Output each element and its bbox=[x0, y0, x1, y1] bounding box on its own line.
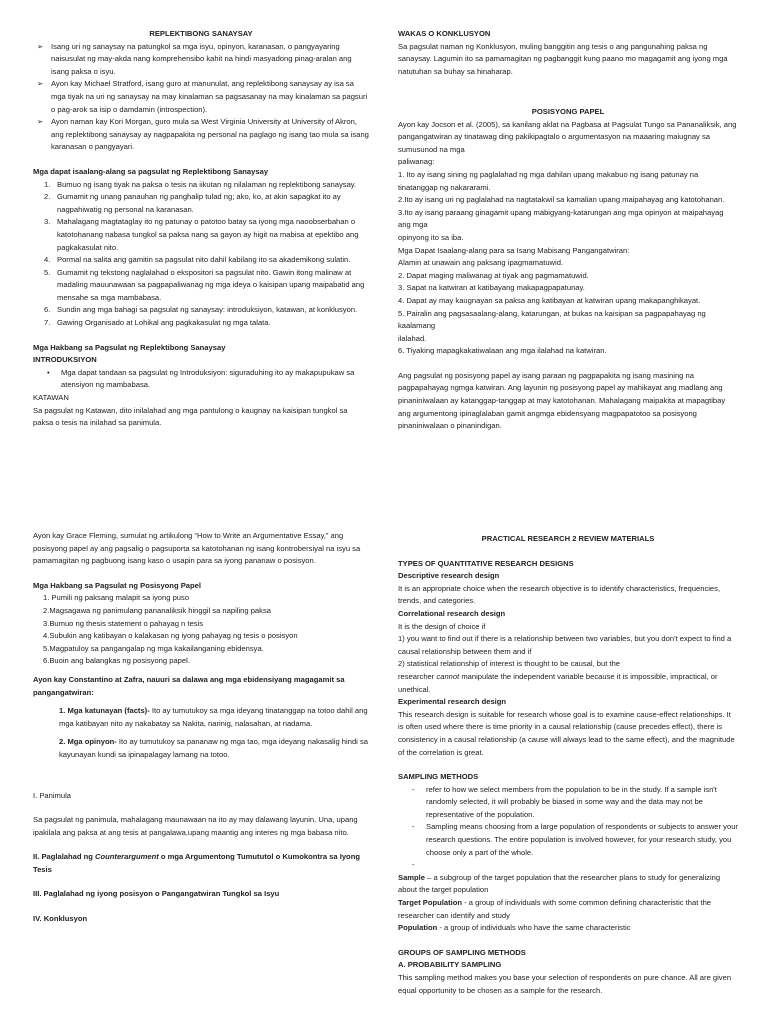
text-line: 2) statistical relationship of interest is thought to be causal, but the bbox=[398, 659, 621, 669]
text-line: 2. Dapat maging maliwanag at tiyak ang pagmamatuwid. bbox=[398, 270, 589, 280]
fleming-section bbox=[33, 530, 369, 926]
outline-posisyon: III. Paglalahad ng iyong posisyon o Pangangatwiran Tungkol sa Isyu bbox=[33, 889, 280, 899]
text-line: 3.Ito ay isang paraang ginagamit upang mabigyang-katarungan ang mga opinyon at maipahayag ang mga bbox=[398, 207, 724, 230]
list-item: - refer to how we select members from the population to be in the study. If a sample isn't randomly selected, it will probably be biased in some way and the data may not be representative of the population. bbox=[412, 784, 717, 819]
types-heading: TYPES OF QUANTITATIVE RESEARCH DESIGNS bbox=[398, 558, 574, 568]
text-line: opinyong ito sa iba. bbox=[398, 232, 464, 242]
intro-label: INTRODUKSIYON bbox=[33, 355, 97, 365]
text-line: Mga Dapat Isaalang-alang para sa Isang Mabisang Pangangatwiran: bbox=[398, 245, 630, 255]
section-title: WAKAS O KONKLUSYON bbox=[398, 29, 491, 38]
list-item: ➢ Isang uri ng sanaysay na patungkol sa mga isyu, opinyon, karanasan, o pangyayaring naisusulat ng may-akda nang komprehensibo kahit na hindi masyadong pinag-aralan ang isang paksa o isyu. bbox=[37, 41, 352, 76]
dash-bullet-icon: - bbox=[412, 784, 415, 794]
evidence-item: 1. Mga katunayan (facts)- Ito ay tumutukoy sa mga ideyang tinatanggap na totoo dahil ang mga katibayan nito ay nakabatay sa Nakita, narinig, nalasahan, at nadama. bbox=[59, 706, 368, 728]
text-line: 4. Dapat ay may kaugnayan sa paksa ang katibayan at katwiran upang makapanghikayat. bbox=[398, 295, 701, 305]
probability-text: This sampling method makes you base your selection of respondents on pure chance. All are given equal opportunity to be chosen as a sample for the research. bbox=[398, 973, 732, 995]
text-line: 1. Ito ay isang sining ng paglalahad ng mga dahilan upang makabuo ng isang patunay na tinatanggap ng nakararami. bbox=[398, 169, 699, 192]
bullet-icon: • bbox=[47, 367, 50, 377]
text-line: 3. Sapat na katwiran at katibayang makapagpapatunay. bbox=[398, 283, 585, 293]
list-item: - Sampling means choosing from a large population of respondents or subjects to answer your research questions. The entire population is involved however, for your research study, you choose only a part of the whole. bbox=[412, 822, 738, 857]
replektibong-sanaysay-section bbox=[33, 28, 369, 430]
population-definition: Population - a group of individuals who have the same characteristic bbox=[398, 923, 631, 933]
dash-bullet-icon: - bbox=[412, 822, 415, 832]
text-line: paliwanag: bbox=[398, 157, 435, 167]
sampling-heading: SAMPLING METHODS bbox=[398, 772, 479, 782]
posisyong-papel-section bbox=[398, 106, 738, 433]
text-line: It is the design of choice if bbox=[398, 621, 486, 631]
arrow-bullet-icon: ➢ bbox=[37, 117, 44, 127]
wakas-text: Sa pagsulat naman ng Konklusyon, muling banggitin ang tesis o ang pangunahing paksa ng sanaysay. Lagumin ito sa pamamagitan ng pagbanggit kung paano mo magagamit ang iyong mga natutuhan sa buhay sa hinaharap. bbox=[398, 41, 728, 76]
katawan-text: Sa pagsulat ng Katawan, dito inilalahad ang mga pantulong o kaugnay na kaisipan tungkol sa paksa o tesis na inilahad sa panimula. bbox=[33, 405, 348, 428]
text-line: 5. Pairalin ang pagsasaalang-alang, katarungan, at bukas na kaisipan sa pagpapahayag ng kaalamang bbox=[398, 308, 706, 331]
list-item: 2. Gumamit ng unang panauhan ng panghalip tulad ng; ako, ko, at akin sapagkat ito ay nagpahiwatig ng personal na karanasan. bbox=[44, 192, 341, 214]
list-item: 4. Pormal na salita ang gamitin sa pagsulat nito dahil kabilang ito sa akademikong sulatin. bbox=[44, 255, 351, 265]
list-item: 1. Pumili ng paksang malapit sa iyong puso bbox=[43, 593, 190, 603]
practical-research-section bbox=[398, 533, 738, 997]
list-item: 1. Bumuo ng isang tiyak na paksa o tesis na iikutan ng nilalaman ng replektibong sanaysay. bbox=[44, 179, 357, 189]
outline-konklusyon: IV. Konklusyon bbox=[33, 914, 88, 924]
probability-heading: A. PROBABILITY SAMPLING bbox=[398, 960, 502, 970]
panimula-text: Sa pagsulat ng panimula, mahalagang maunawaan na ito ay may dalawang layunin. Una, upang ipakilala ang paksa at ang tesis at pangalawa,upang maantig ang interes ng mga babasa nito. bbox=[33, 815, 358, 837]
fleming-text: Ayon kay Grace Fleming, sumulat ng artikulong “How to Write an Argumentative Essay,” ang posisyong papel ay ang pagsalig o pagsuporta sa katotohanan ng isang kontrobersiyal na isyu sa pamamagitan ng pagbuong isang kaso o usapin para sa iyong pananaw o posisyon. bbox=[33, 531, 361, 566]
text-line: 2.Ito ay isang uri ng paglalahad na nagtatakwil sa kamalian upang maipahayag ang katotohanan. bbox=[398, 195, 725, 205]
dash-bullet-icon: - bbox=[412, 860, 415, 870]
list-item: 6.Buoin ang balangkas ng posisyong papel. bbox=[43, 656, 190, 666]
section-title: REPLEKTIBONG SANAYSAY bbox=[149, 29, 253, 38]
descriptive-text: It is an appropriate choice when the research objective is to identify characteristics, frequencies, trends, and categories. bbox=[398, 583, 721, 606]
list-item: 5. Gumamit ng tekstong naglalahad o ekspositori sa pagsulat nito. Gawin itong malinaw at madaling mauunawaan sa pagpapaliwanag ng mga ideya o kaisipan upang maipabatid ang mensahe sa mga mambabasa. bbox=[44, 267, 365, 302]
text-line: Alamin at unawain ang paksang ipagmamatuwid. bbox=[398, 258, 564, 268]
definition-list bbox=[33, 41, 369, 154]
target-population-definition: Target Population - a group of individuals with some common defining characteristic that the researcher can identify and study bbox=[398, 898, 712, 920]
list-item: ➢ Ayon naman kay Kori Morgan, guro mula sa West Virginia University at University of Akron, ang replektibong sanaysay ay nagpapakita ng personal na paglago ng isang tao mula sa isang karanasan o pangyayari. bbox=[37, 117, 369, 152]
correlational-label: Correlational research design bbox=[398, 608, 506, 618]
katawan-label: KATAWAN bbox=[33, 393, 69, 403]
experimental-label: Experimental research design bbox=[398, 697, 507, 707]
steps-heading: Mga Hakbang sa Pagsulat ng Posisyong Papel bbox=[33, 580, 201, 590]
list-item: 3. Mahalagang magtataglay ito ng patunay o patotoo batay sa iyong mga naoobserbahan o katotohanang nabasa tungkol sa paksa nang sa gayon ay higit na mabisa at epektibo ang pagkakasulat nito. bbox=[44, 217, 359, 252]
considerations-heading: Mga dapat isaalang-alang sa pagsulat ng Replektibong Sanaysay bbox=[33, 166, 269, 176]
outline-panimula: I. Panimula bbox=[33, 790, 71, 800]
wakas-section bbox=[398, 28, 738, 78]
intro-list bbox=[33, 367, 369, 392]
text-line: 6. Tiyaking mapagkakatiwalaan ang mga ilalahad na katwiran. bbox=[398, 346, 607, 356]
section-title: POSISYONG PAPEL bbox=[531, 107, 605, 116]
arrow-bullet-icon: ➢ bbox=[37, 79, 44, 89]
text-line: pangangatwiran ay tinatawag ding pakikipagtalo o argumentasyon na maaaring maiugnay sa sumusunod na mga bbox=[398, 132, 710, 154]
groups-heading: GROUPS OF SAMPLING METHODS bbox=[398, 947, 526, 957]
text-line: 1) you want to find out if there is a relationship between two variables, but you don't expect to find a causal relationship between them and if bbox=[398, 634, 732, 656]
steps-heading: Mga Hakbang sa Pagsulat ng Replektibong Sanaysay bbox=[33, 342, 226, 352]
list-item: 3.Bumuo ng thesis statement o pahayag n tesis bbox=[43, 618, 203, 628]
list-item: ➢ Ayon kay Michael Stratford, isang guro at manunulat, ang replektibong sanaysay ay isa sa mga tiyak na uri ng sanaysay na may kinalaman sa pagsasanay na may kinalaman sa pagsuri o pag-arok sa isip o damdamin (introspection). bbox=[37, 79, 368, 114]
sampling-list bbox=[398, 784, 738, 872]
section-title: PRACTICAL RESEARCH 2 REVIEW MATERIALS bbox=[481, 534, 655, 543]
posisyon-paragraph: Ang pagsulat ng posisyong papel ay isang paraan ng pagpapakita ng isang masining na pagpapahayag ngmga katwiran. Ang layunin ng posisyong papel ay mahikayat ang madlang ang pinaniniwalaan ay katanggap-tanggap at may katotohanan. Mahalagang maipakita at mapagtibay ang argumentong ipinaglalaban gamit angmga ebidensyang magpapatotoo sa posisyong pinaniniwalaan o pinanindigan. bbox=[398, 370, 726, 431]
text-line: researcher cannot manipulate the independent variable because it is impossible, impractical, or unethical. bbox=[398, 671, 718, 694]
arrow-bullet-icon: ➢ bbox=[37, 41, 44, 51]
evidence-item: 2. Mga opinyon- Ito ay tumutukoy sa pananaw ng mga tao, mga ideyang nakasalig hindi sa kayunayan kundi sa ipinapalagay lamang na totoo. bbox=[59, 737, 368, 759]
list-item: 4.Subukin ang katibayan o kalakasan ng iyong pahayag ng tesis o posisyon bbox=[43, 631, 298, 641]
outline-counterargument: II. Paglalahad ng Counterargument o mga Argumentong Tumututol o Kumokontra sa Iyong Tesis bbox=[33, 852, 360, 874]
text-line: ilalahad. bbox=[398, 333, 427, 343]
list-item: • Mga dapat tandaan sa pagsulat ng Introduksiyon: siguraduhing ito ay makapupukaw sa atensiyon ng mambabasa. bbox=[47, 367, 355, 390]
list-item: 5.Magpatuloy sa pangangalap ng mga kakailanganing ebidensya. bbox=[43, 643, 264, 653]
list-item: 7. Gawing Organisado at Lohikal ang pagkakasulat ng mga talata. bbox=[44, 318, 271, 328]
list-item bbox=[398, 859, 738, 872]
sample-definition: Sample – a subgroup of the target population that the researcher plans to study for generalizing about the target population bbox=[398, 872, 721, 895]
experimental-text: This research design is suitable for research whose goal is to examine cause-effect relationships. It is often used where there is time priority in a causal relationship (cause precedes effect), there is consistency in a causal relationship (a cause will always lead to the same effect), and the magnitude of the correlation is great. bbox=[398, 709, 735, 757]
text-line: Ayon kay Jocson et al. (2005), sa kanilang aklat na Pagbasa at Pagsulat Tungo sa Pananaliksik, ang bbox=[398, 119, 737, 129]
descriptive-label: Descriptive research design bbox=[398, 571, 500, 581]
list-item: 2.Magsagawa ng panimulang pananaliksik hinggil sa napiling paksa bbox=[43, 605, 271, 615]
considerations-list bbox=[33, 179, 369, 330]
steps-list bbox=[33, 592, 369, 668]
constantino-heading: Ayon kay Constantino at Zafra, nauuri sa dalawa ang mga ebidensiyang magagamit sa pangangatwiran: bbox=[33, 674, 345, 697]
list-item: 6. Sundin ang mga bahagi sa pagsulat ng sanaysay: introduksiyon, katawan, at konklusyon. bbox=[44, 305, 358, 315]
